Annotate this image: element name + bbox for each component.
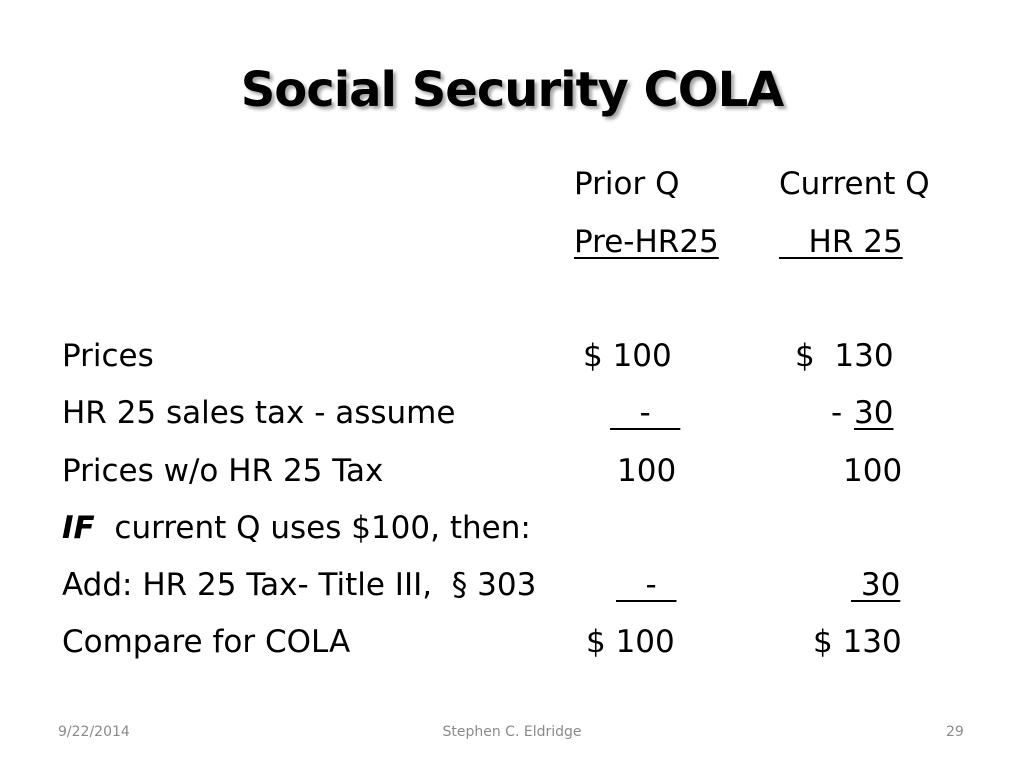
col-header-prior: Prior Q (574, 166, 680, 202)
row-label-sales-tax: HR 25 sales tax - assume (62, 395, 456, 431)
slide-title: Social Security COLA (240, 62, 784, 118)
footer-page-number: 29 (946, 724, 964, 740)
row-add-tax-current: 30 (851, 567, 901, 603)
row-if-statement (62, 508, 531, 548)
row-sales-tax-current-prefix: - (831, 395, 853, 431)
col-header-current: Current Q (779, 166, 930, 202)
row-prices-wo-tax-current: 100 (843, 453, 903, 489)
row-compare-prior: $ 100 (586, 624, 675, 660)
row-label-prices: Prices (62, 338, 154, 374)
row-add-tax-prior: - (616, 567, 677, 603)
row-label-prices-wo-tax: Prices w/o HR 25 Tax (62, 453, 384, 489)
row-compare-current: $ 130 (813, 624, 902, 660)
row-prices-current: $ 130 (795, 338, 894, 374)
col-sub-prior: Pre-HR25 (574, 224, 719, 260)
row-prices-prior: $ 100 (583, 338, 672, 374)
col-sub-current: HR 25 (779, 224, 903, 260)
row-label-compare: Compare for COLA (62, 624, 351, 660)
if-statement-text: current Q uses $100, then: (94, 510, 531, 546)
row-prices-wo-tax-prior: 100 (617, 453, 677, 489)
row-sales-tax-current: 30 (854, 395, 894, 431)
row-label-add-tax: Add: HR 25 Tax- Title III, § 303 (62, 567, 537, 603)
footer-date: 9/22/2014 (58, 724, 130, 740)
row-sales-tax-prior: - (610, 395, 681, 431)
if-keyword: IF (62, 510, 95, 546)
footer-author: Stephen C. Eldridge (442, 724, 582, 740)
